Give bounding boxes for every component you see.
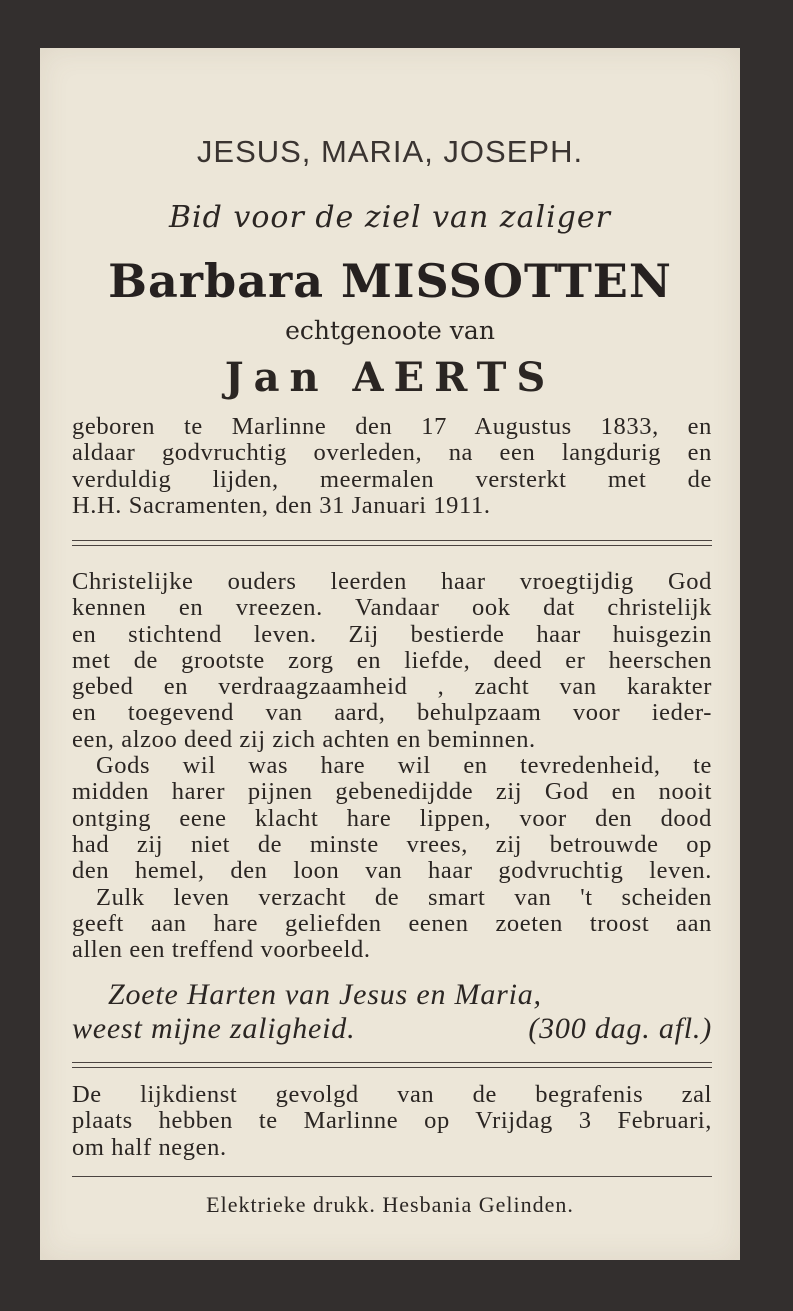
text-line: verduldig lijden, meermalen versterkt met de — [72, 465, 712, 493]
text-line: den hemel, den loon van haar godvruchtig leven. — [72, 857, 712, 885]
invocation-text: Zoete Harten van Jesus en Maria, — [108, 978, 542, 1011]
text-line: had zij niet de minste vrees, zij betrouwde op — [72, 830, 712, 858]
text-line: Christelijke ouders leerden haar vroegtijdig God — [72, 568, 712, 595]
text-line: en stichtend leven. Zij bestierde haar huisgezin — [72, 620, 712, 648]
birth-death-paragraph — [72, 414, 712, 519]
invocation-text: weest mijne zaligheid. — [72, 1012, 356, 1045]
text-line: met de grootste zorg en liefde, deed er heerschen — [72, 646, 712, 674]
invocation — [72, 978, 712, 1046]
text-line: geeft aan hare geliefden eenen zoeten troost aan — [72, 909, 712, 937]
text-line: allen een treffend voorbeeld. — [72, 936, 371, 964]
spouse-label: echtgenoote van — [285, 316, 495, 345]
memorial-card — [40, 48, 740, 1260]
text-line: een, alzoo deed zij zich achten en beminnen. — [72, 725, 536, 753]
funeral-paragraph — [72, 1082, 712, 1161]
text-line: Zulk leven verzacht de smart van 't scheiden — [96, 883, 712, 911]
text-line: kennen en vreezen. Vandaar ook dat christelijk — [72, 594, 712, 622]
indulgence-note: (300 dag. afl.) — [528, 1012, 712, 1045]
text-line: Gods wil was hare wil en tevredenheid, te — [96, 752, 712, 780]
printer-imprint: Elektrieke drukk. Hesbania Gelinden. — [206, 1192, 574, 1217]
text-line: geboren te Marlinne den 17 Augustus 1833, en — [72, 413, 712, 440]
text-line: H.H. Sacramenten, den 31 Januari 1911. — [72, 491, 491, 519]
invocation-line — [72, 1012, 712, 1046]
invocation-line — [72, 978, 712, 1012]
text-line: om half negen. — [72, 1133, 227, 1161]
divider-rule — [72, 1062, 712, 1068]
text-line: De lijkdienst gevolgd van de begrafenis zal — [72, 1081, 712, 1108]
text-line: gebed en verdraagzaamheid , zacht van karakter — [72, 673, 712, 701]
text-line: en toegevend van aard, behulpzaam voor ieder- — [72, 699, 712, 727]
divider-rule — [72, 1176, 712, 1177]
prayer-line: Bid voor de ziel van zaliger — [169, 200, 611, 235]
biography-paragraph — [72, 569, 712, 963]
text-line: plaats hebben te Marlinne op Vrijdag 3 Februari, — [72, 1107, 712, 1135]
divider-rule — [72, 540, 712, 546]
text-line: aldaar godvruchtig overleden, na een langdurig en — [72, 439, 712, 467]
card-header: JESUS, MARIA, JOSEPH. — [196, 134, 584, 169]
spouse-name: Jan AERTS — [224, 354, 556, 401]
deceased-name: Barbara MISSOTTEN — [108, 254, 672, 308]
text-line: midden harer pijnen gebenedijdde zij God en nooit — [72, 778, 712, 806]
text-line: ontging eene klacht hare lippen, voor den dood — [72, 804, 712, 832]
